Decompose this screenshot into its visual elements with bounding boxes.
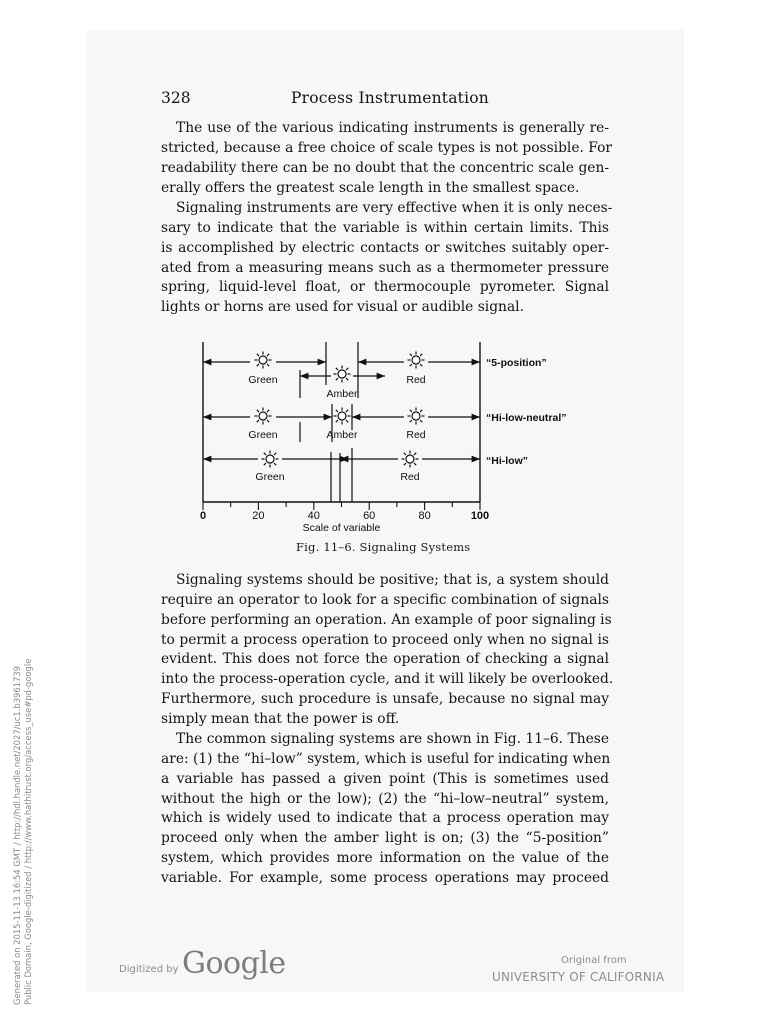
scale-axis [200,502,489,534]
text-line: is accomplished by electric contacts or switches suitably oper- [161,239,609,256]
scale-title: Scale of variable [302,522,381,534]
red-lamp-icon [408,352,425,369]
text-line: system, which provides more information on the value of the [161,850,609,867]
row-hi-low [203,448,528,502]
label-red: Red [400,471,420,483]
text-line: erally offers the greatest scale length in the smallest space. [161,179,580,196]
side-watermark [12,659,34,1005]
text-line: ated from a measuring means such as a thermometer pressure [161,259,609,276]
text-line: which is widely used to indicate that a process operation may [161,810,609,827]
text-line: lights or horns are used for visual or audible signal. [161,299,524,316]
text-line: readability there can be no doubt that the concentric scale gen- [161,159,609,176]
label-amber: Amber [326,429,358,441]
text-line: Signaling systems should be positive; that is, a system should [176,572,609,588]
text-line: spring, liquid-level float, or thermocouple pyrometer. Signal [161,279,609,296]
text-line: require an operator to look for a specific combination of signals [161,591,609,608]
label-red: Red [406,374,426,386]
text-line: before performing an operation. An example of poor signaling is [161,611,612,628]
row-5-position [203,342,547,400]
digitized-by-label: Digitized by [119,964,179,975]
google-logo: Google [182,946,286,981]
row-hi-low-neutral [203,404,567,442]
text-line: to permit a process operation to proceed only when no signal is [161,631,609,648]
running-title: Process Instrumentation [291,89,489,107]
tick-label: 60 [363,510,376,522]
page-number: 328 [161,89,191,107]
tick-label: 0 [199,510,207,522]
label-hi-low-neutral: “Hi-low-neutral” [486,412,567,424]
paragraph [161,571,614,730]
label-5-position: “5-position” [486,357,547,369]
green-lamp-icon [262,451,279,468]
green-lamp-icon [255,352,272,369]
label-green: Green [248,429,278,441]
text-line: proceed only when the amber light is on; (3) the “5-position” [161,830,609,847]
text-line: a variable has passed a given point (This is sometimes used [161,770,609,787]
text-line: sary to indicate that the variable is within certain limits. This [161,219,609,236]
amber-lamp-icon [334,408,351,425]
label-hi-low: “Hi-low” [486,455,528,467]
university-label: UNIVERSITY OF CALIFORNIA [492,970,665,984]
text-line: variable. For example, some process operations may proceed [161,869,609,886]
label-green: Green [248,374,278,386]
tick-label: 40 [307,510,320,522]
amber-lamp-icon [334,366,351,383]
label-red: Red [406,429,426,441]
text-line: The common signaling systems are shown in Fig. 11–6. These [176,731,609,747]
tick-label: 100 [470,510,490,522]
text-line: into the process-operation cycle, and it will likely be overlooked. [161,671,614,688]
red-lamp-icon [408,408,425,425]
signaling-systems-figure [190,338,580,558]
text-line: Signaling instruments are very effective when it is only neces- [176,200,613,216]
text-line: The use of the various indicating instruments is generally re- [176,120,609,136]
tick-label: 20 [252,510,265,522]
paragraph [161,199,613,318]
text-line: simply mean that the power is off. [161,710,400,727]
original-from-label: Original from [561,955,627,966]
label-green: Green [255,471,285,483]
text-line: stricted, because a free choice of scale types is not possible. For [161,139,612,156]
paragraph [161,730,609,889]
text-line: evident. This does not force the operation of checking a signal [161,651,609,668]
watermark-line: Generated on 2015-11-13 16:54 GMT / http://hdl.handle.net/2027/uc1.b3961739 [12,666,22,1005]
paragraph [161,119,612,198]
watermark-line: Public Domain, Google-digitized / http://www.hathitrust.org/access_use#pd-google [23,658,33,1005]
tick-label: 80 [418,510,431,522]
figure-caption: Fig. 11–6. Signaling Systems [296,540,471,554]
text-line: without the high or the low); (2) the “hi–low–neutral” system, [161,790,609,807]
red-lamp-icon [402,451,419,468]
page-header [161,89,611,113]
green-lamp-icon [255,408,272,425]
label-amber: Amber [326,388,358,400]
signaling-diagram [190,338,580,538]
text-line: are: (1) the “hi–low” system, which is useful for indicating when [161,750,611,767]
text-line: Furthermore, such procedure is unsafe, because no signal may [161,691,609,708]
